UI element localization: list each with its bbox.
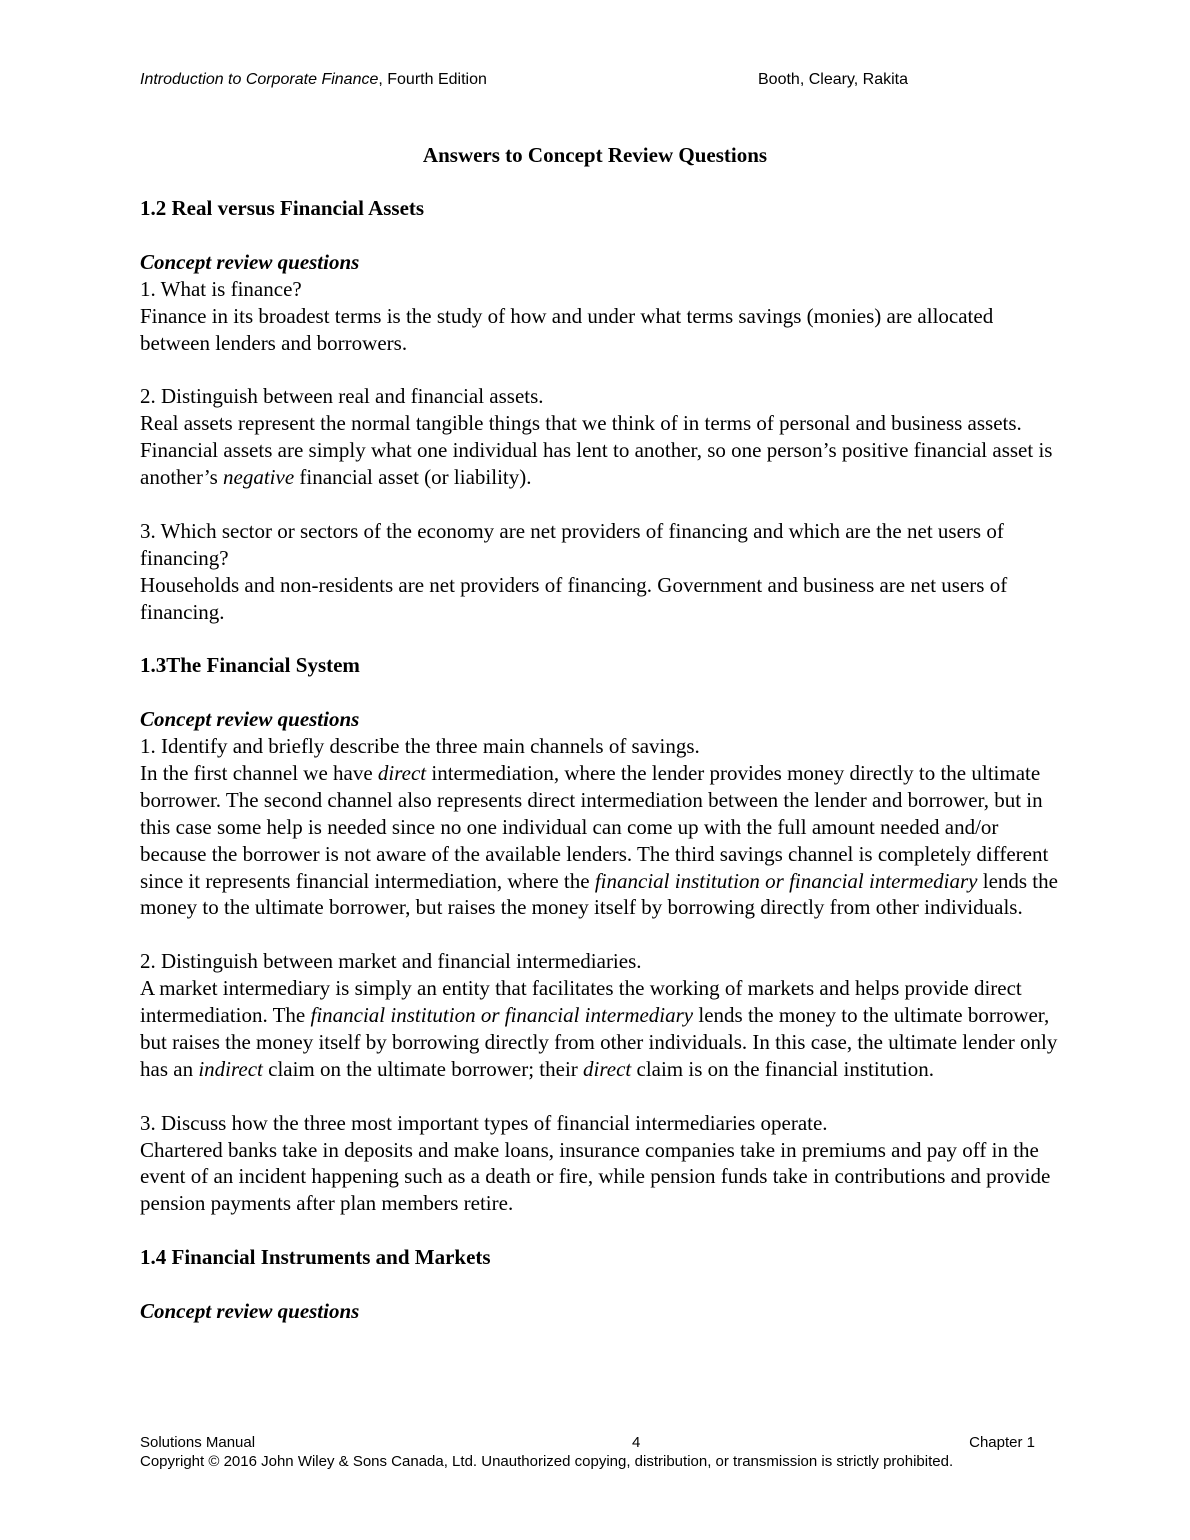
- emphasis: negative: [223, 465, 295, 490]
- concept-review-label: Concept review questions: [140, 707, 360, 732]
- question: 1. Identify and briefly describe the three main channels of savings.: [140, 734, 700, 759]
- answer: Finance in its broadest terms is the study of how and under what terms savings (monies) are allocated between lenders and borrowers.: [140, 303, 994, 355]
- page-title: Answers to Concept Review Questions: [422, 143, 768, 167]
- header-edition: , Fourth Edition: [378, 71, 487, 88]
- question: 2. Distinguish between real and financial assets.: [140, 384, 544, 409]
- page-number: 4: [632, 1434, 641, 1451]
- header-book-info: [140, 70, 487, 90]
- header-authors: Booth, Cleary, Rakita: [758, 71, 908, 88]
- question: 2. Distinguish between market and financial intermediaries.: [140, 949, 642, 974]
- page-header: [140, 70, 1040, 92]
- concept-review-label: Concept review questions: [140, 1298, 360, 1323]
- section-heading: 1.4 Financial Instruments and Markets: [140, 1245, 491, 1270]
- emphasis: direct: [377, 760, 427, 785]
- footer-chapter: Chapter 1: [969, 1434, 1035, 1451]
- emphasis: direct: [583, 1056, 632, 1081]
- document-body: [140, 195, 1060, 1325]
- concept-review-label: Concept review questions: [140, 249, 360, 274]
- header-book-title: Introduction to Corporate Finance: [140, 71, 379, 88]
- emphasis: financial institution or financial intermediary: [594, 868, 978, 893]
- answer: Real assets represent the normal tangible things that we think of in terms of personal and business assets. Financial assets are simply what one individual has lent to another, so one person’s positive financial asset is another’s negative financial asset (or liability).: [140, 411, 1053, 490]
- answer: In the first channel we have direct intermediation, where the lender provides money directly to the ultimate borrower. The second channel also represents direct intermediation between the lender and borrower, but in this case some help is needed since no one individual can come up with the full amount needed and/or because the borrower is not aware of the available lenders. The third savings channel is completely different since it represents financial intermediation, where the financial institution or financial intermediary lends the money to the ultimate borrower, but raises the money itself by borrowing directly from other individuals.: [140, 760, 1058, 920]
- page-footer: [140, 1433, 1050, 1471]
- footer-manual-label: Solutions Manual: [140, 1434, 256, 1451]
- emphasis: financial institution or financial intermediary: [310, 1003, 694, 1028]
- answer: Households and non-residents are net providers of financing. Government and business are net users of financing.: [140, 572, 1008, 624]
- question: 3. Which sector or sectors of the economy are net providers of financing and which are the net users of financing?: [140, 518, 1004, 570]
- section-heading: 1.3The Financial System: [140, 653, 360, 678]
- emphasis: indirect: [198, 1056, 263, 1081]
- question: 1. What is finance?: [140, 276, 302, 301]
- answer: A market intermediary is simply an entity that facilitates the working of markets and helps provide direct intermediation. The financial institution or financial intermediary lends the money to the ultimate borrower, but raises the money itself by borrowing directly from other individuals. In this case, the ultimate lender only has an indirect claim on the ultimate borrower; their direct claim is on the financial institution.: [140, 976, 1058, 1081]
- copyright-notice: Copyright © 2016 John Wiley & Sons Canada, Ltd. Unauthorized copying, distribution, or transmission is strictly prohibited.: [140, 1453, 954, 1470]
- section-heading: 1.2 Real versus Financial Assets: [140, 196, 425, 220]
- answer: Chartered banks take in deposits and make loans, insurance companies take in premiums and pay off in the event of an incident happening such as a death or fire, while pension funds take in contributions and provide pension payments after plan members retire.: [140, 1137, 1051, 1216]
- question: 3. Discuss how the three most important types of financial intermediaries operate.: [140, 1110, 828, 1135]
